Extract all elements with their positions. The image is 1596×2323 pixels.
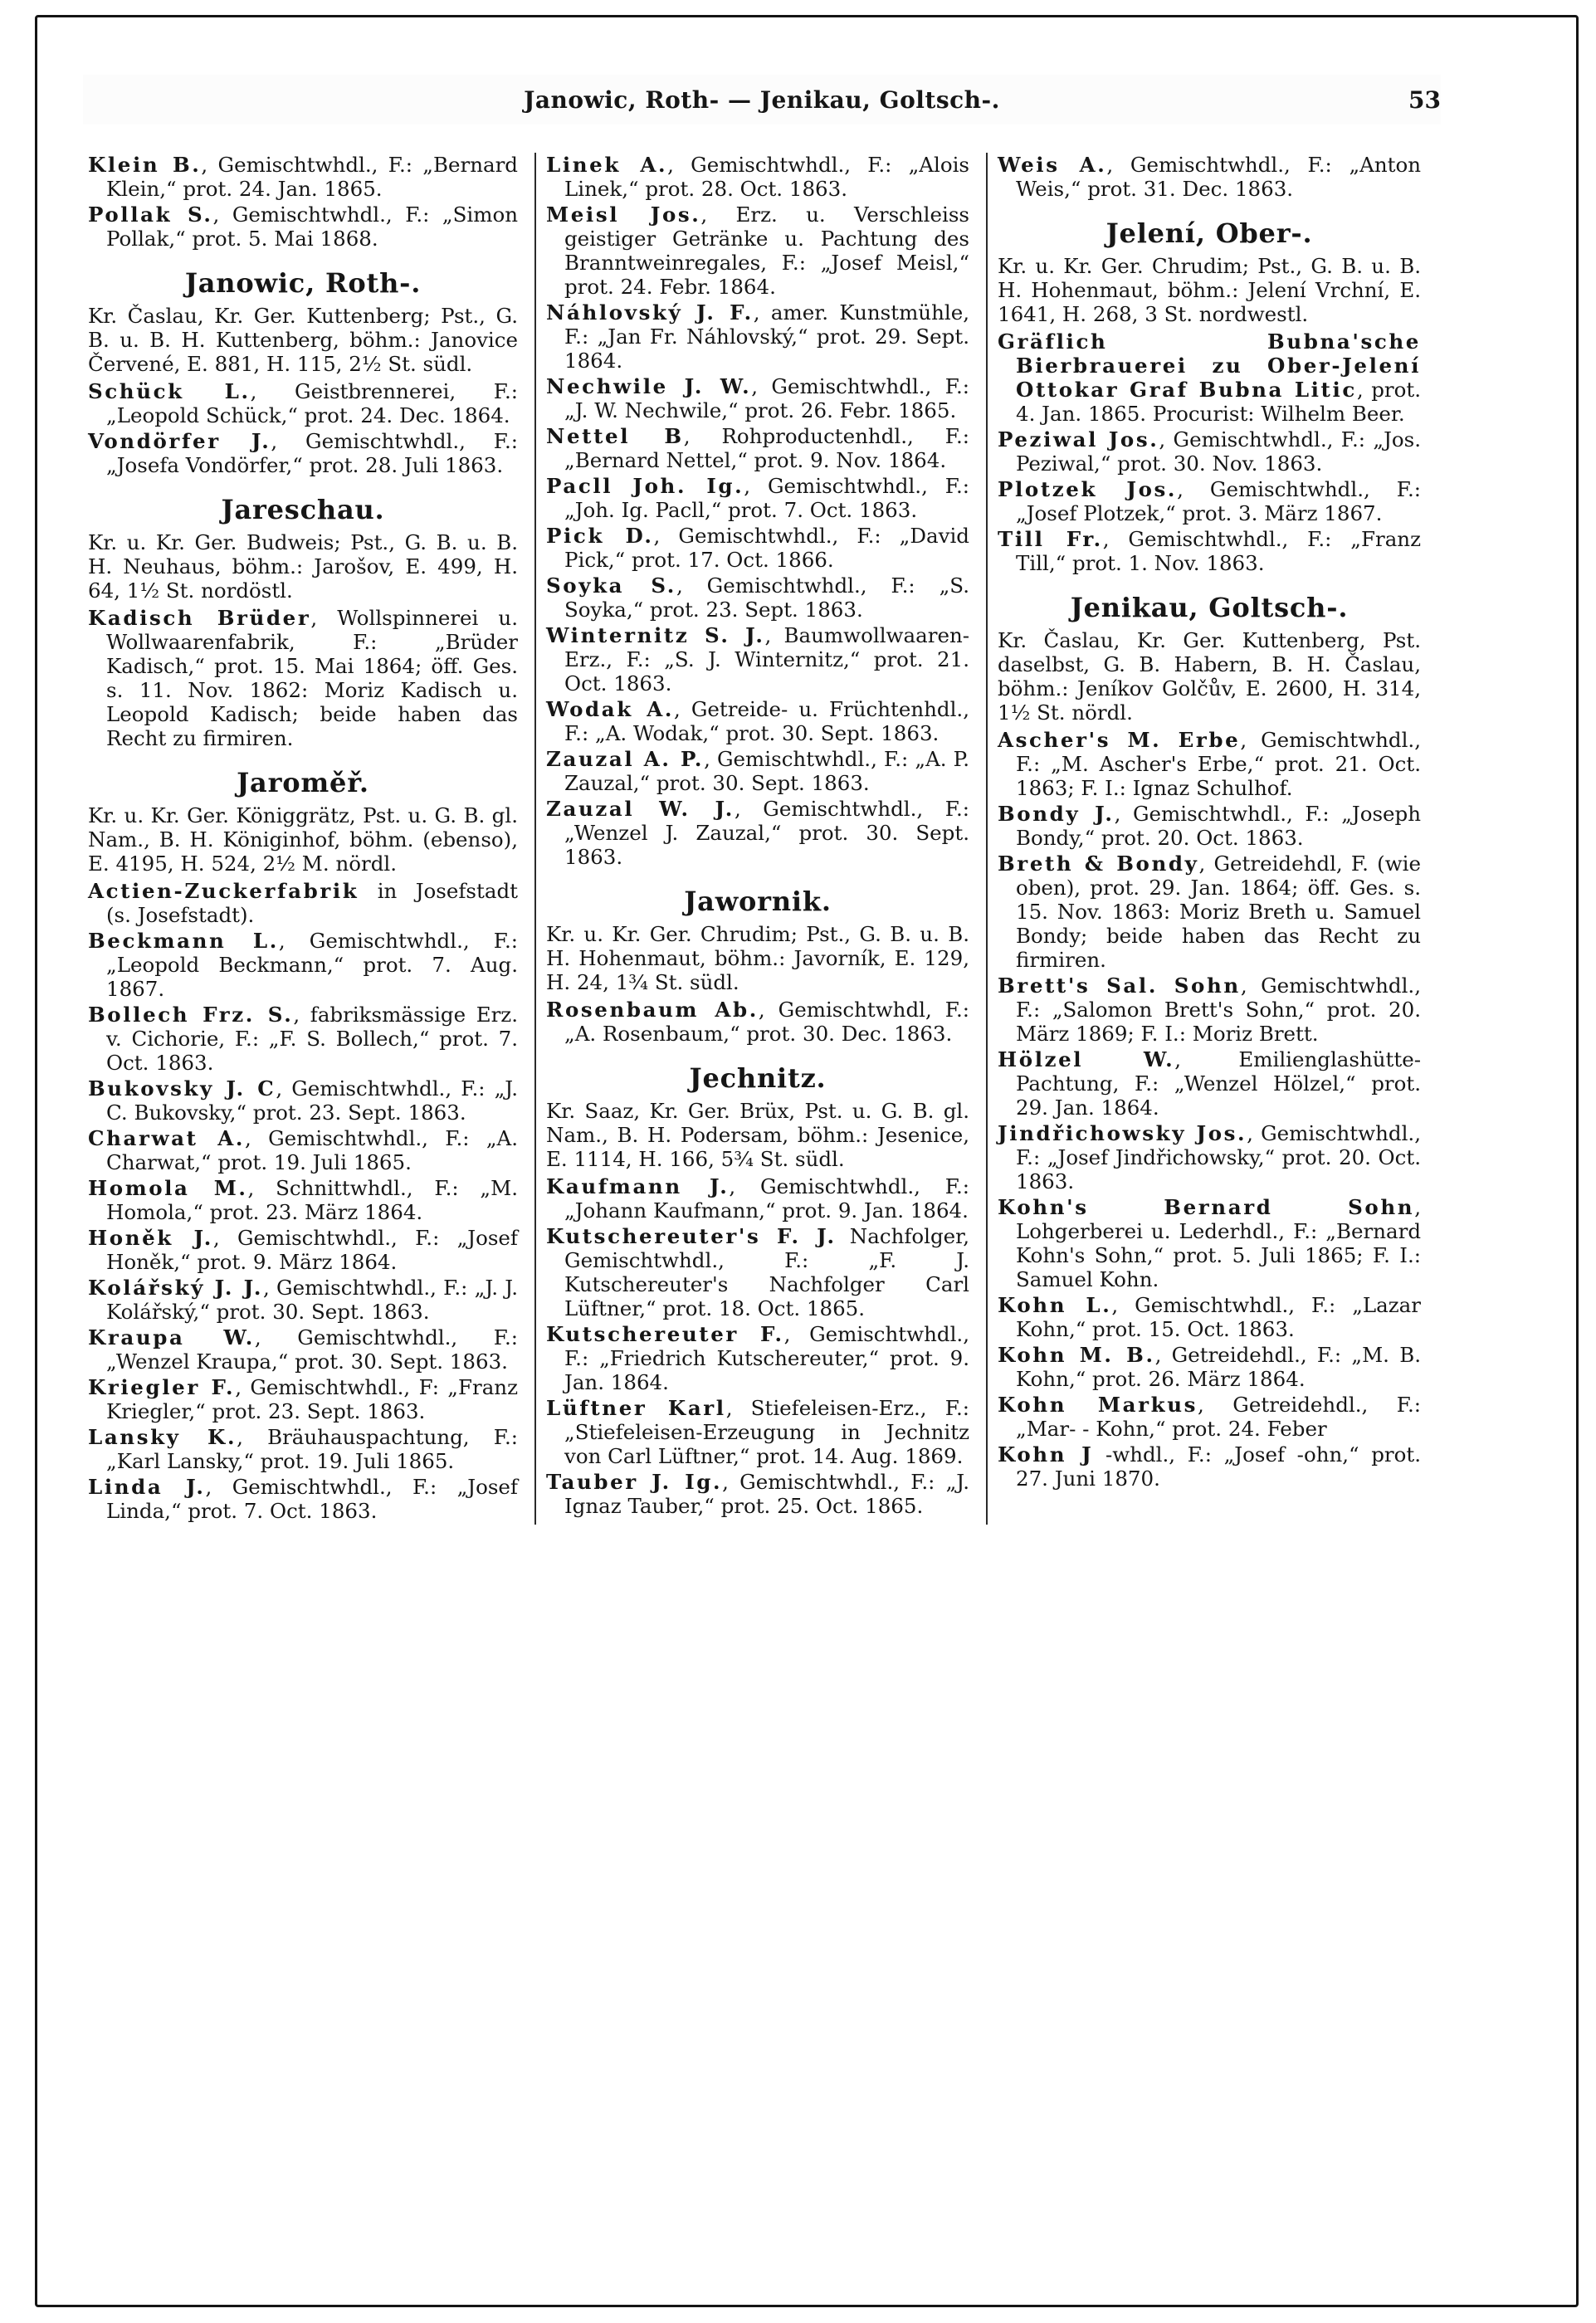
firm-entry <box>998 728 1421 800</box>
firm-details: , Gemischtwhdl., F: „Franz Kriegler,“ prot. 23. Sept. 1863. <box>106 1375 518 1423</box>
firm-details: , Rohproductenhdl., F.: „Bernard Nettel,“ prot. 9. Nov. 1864. <box>564 424 969 472</box>
firm-name: Kohn J <box>998 1442 1094 1467</box>
firm-name: Kriegler F. <box>88 1375 236 1399</box>
firm-name: Homola M. <box>88 1176 248 1200</box>
firm-details: , Gemischtwhdl., F.: „J. Ignaz Tauber,“ prot. 25. Oct. 1865. <box>564 1470 969 1518</box>
place-heading: Jareschau. <box>221 494 385 525</box>
place-info: Kr. u. Kr. Ger. Königgrätz, Pst. u. G. B. gl. Nam., B. H. Königinhof, böhm. (ebenso), E. 4195, H. 524, 2½ M. nördl. <box>88 803 518 876</box>
place-heading: Jechnitz. <box>689 1062 827 1094</box>
firm-details: , Baumwollwaaren-Erz., F.: „S. J. Winternitz,“ prot. 21. Oct. 1863. <box>564 623 969 695</box>
firm-details: , Gemischtwhdl., F.: „Wenzel Kraupa,“ prot. 30. Sept. 1863. <box>106 1325 518 1374</box>
firm-name: Schück L. <box>88 379 251 403</box>
firm-name: Náhlovský J. F. <box>546 300 754 325</box>
firm-details: , Getreidehdl, F. (wie oben), prot. 29. Jan. 1864; öff. Ges. s. 15. Nov. 1863: Moriz Breth u. Samuel Bondy; beide haben das Recht zu firmiren. <box>1016 852 1421 972</box>
firm-details: , Gemischtwhdl., F.: „Joh. Ig. Pacll,“ prot. 7. Oct. 1863. <box>564 474 969 522</box>
firm-name: Lüftner Karl <box>546 1396 726 1420</box>
firm-details: , Gemischtwhdl., F.: „Jos. Peziwal,“ prot. 30. Nov. 1863. <box>1016 427 1421 476</box>
place-info: Kr. u. Kr. Ger. Budweis; Pst., G. B. u. B. H. Neuhaus, böhm.: Jarošov, E. 499, H. 64, 1½ St. nordöstl. <box>88 530 518 603</box>
firm-name: Vondörfer J. <box>88 429 271 453</box>
firm-name: Nechwile J. W. <box>546 374 752 398</box>
firm-details: , Gemischtwhdl, F.: „A. Rosenbaum,“ prot. 30. Dec. 1863. <box>564 998 969 1046</box>
firm-name: Kutschereuter's F. J. <box>546 1224 837 1248</box>
firm-name: Till Fr. <box>998 527 1103 551</box>
firm-entry <box>546 998 969 1046</box>
firm-entry <box>88 203 518 251</box>
firm-details: , Gemischtwhdl., F.: „Lazar Kohn,“ prot. 15. Oct. 1863. <box>1016 1293 1421 1341</box>
firm-entry <box>546 1396 969 1468</box>
firm-entry <box>998 1343 1421 1391</box>
firm-details: , Gemischtwhdl., F.: „Anton Weis,“ prot. 31. Dec. 1863. <box>1016 153 1421 201</box>
firm-entry <box>998 974 1421 1046</box>
firm-name: Kohn's Bernard Sohn <box>998 1195 1415 1219</box>
firm-details: , prot. 4. Jan. 1865. Procurist: Wilhelm Beer. <box>1016 378 1421 426</box>
firm-name: Kraupa W. <box>88 1325 255 1349</box>
firm-entry <box>546 153 969 201</box>
firm-name: Bondy J. <box>998 802 1115 826</box>
firm-entry <box>998 1121 1421 1193</box>
page-number: 53 <box>1408 86 1441 114</box>
firm-name: Zauzal W. J. <box>546 797 735 821</box>
firm-entry <box>546 424 969 472</box>
firm-details: , amer. Kunstmühle, F.: „Jan Fr. Náhlovský,“ prot. 29. Sept. 1864. <box>564 300 969 373</box>
firm-entry <box>998 527 1421 575</box>
firm-details: , Gemischtwhdl., F.: „Bernard Klein,“ prot. 24. Jan. 1865. <box>106 153 518 201</box>
firm-name: Ascher's M. Erbe <box>998 728 1241 752</box>
firm-details: , Lohgerberei u. Lederhdl., F.: „Bernard Kohn's Sohn,“ prot. 5. Juli 1865; F. I.: Samuel Kohn. <box>1016 1195 1421 1291</box>
firm-entry <box>546 524 969 572</box>
firm-details: , Gemischtwhdl., F.: „Josefa Vondörfer,“ prot. 28. Juli 1863. <box>106 429 518 477</box>
firm-entry <box>546 747 969 795</box>
firm-name: Charwat A. <box>88 1126 245 1150</box>
firm-entry <box>546 203 969 299</box>
firm-name: Actien-Zuckerfabrik <box>88 879 359 903</box>
firm-name: Meisl Jos. <box>546 203 701 227</box>
firm-details: , Gemischtwhdl., F.: „Josef Honěk,“ prot. 9. März 1864. <box>106 1226 518 1274</box>
firm-name: Kadisch Brüder <box>88 606 311 630</box>
firm-entry <box>88 1276 518 1324</box>
place-info: Kr. Časlau, Kr. Ger. Kuttenberg; Pst., G. B. u. B. H. Kuttenberg, böhm.: Janovice Červené, E. 881, H. 115, 2½ St. südl. <box>88 304 518 376</box>
firm-name: Lansky K. <box>88 1425 237 1449</box>
firm-entry <box>998 329 1421 426</box>
firm-details: , Gemischtwhdl., F.: „Josef Linda,“ prot. 7. Oct. 1863. <box>106 1475 519 1523</box>
firm-name: Winternitz S. J. <box>546 623 765 647</box>
firm-entry <box>998 1393 1421 1441</box>
firm-details: , Bräuhauspachtung, F.: „Karl Lansky,“ prot. 19. Juli 1865. <box>106 1425 519 1473</box>
firm-entry <box>88 379 518 427</box>
firm-entry <box>88 1325 518 1374</box>
firm-name: Soyka S. <box>546 573 676 598</box>
firm-details: , Gemischtwhdl., F.: „Alois Linek,“ prot. 28. Oct. 1863. <box>564 153 969 201</box>
firm-entry <box>546 797 969 869</box>
firm-entry <box>88 879 518 927</box>
firm-entry <box>88 1375 518 1423</box>
firm-entry <box>546 1470 969 1518</box>
firm-details: , Gemischtwhdl., F.: „Joseph Bondy,“ prot. 20. Oct. 1863. <box>1016 802 1422 850</box>
firm-entry <box>88 1425 518 1473</box>
firm-name: Peziwal Jos. <box>998 427 1159 451</box>
firm-entry <box>546 573 969 622</box>
firm-details: , Getreidehdl., F.: „M. B. Kohn,“ prot. 26. März 1864. <box>1016 1343 1422 1391</box>
firm-name: Nettel B <box>546 424 684 448</box>
firm-entry <box>546 1174 969 1223</box>
firm-details: , Getreide- u. Früchtenhdl., F.: „A. Wodak,“ prot. 30. Sept. 1863. <box>564 697 969 745</box>
firm-entry <box>998 1195 1421 1291</box>
place-heading: Jawornik. <box>684 886 832 917</box>
firm-name: Pollak S. <box>88 203 213 227</box>
firm-details: , Gemischtwhdl., F.: „M. Ascher's Erbe,“ prot. 21. Oct. 1863; F. I.: Ignaz Schulhof. <box>1016 728 1421 800</box>
firm-name: Linda J. <box>88 1475 206 1499</box>
firm-details: ‑whdl., F.: „Josef ‑ohn,“ prot. 27. Juni 1870. <box>1016 1442 1421 1491</box>
firm-details: , Wollspinnerei u. Wollwaarenfabrik, F.: „Brüder Kadisch,“ prot. 15. Mai 1864; öff. Ges. s. 11. Nov. 1862: Moriz Kadisch u. Leopold Kadisch; beide haben das Recht zu firmiren. <box>106 606 518 750</box>
place-info: Kr. u. Kr. Ger. Chrudim; Pst., G. B. u. B. H. Hohenmaut, böhm.: Javorník, E. 129, H. 24, 1¾ St. südl. <box>546 922 969 994</box>
place-heading: Janowic, Roth-. <box>184 267 422 299</box>
firm-entry <box>998 477 1421 525</box>
firm-name: Bollech Frz. S. <box>88 1003 294 1027</box>
firm-name: Wodak A. <box>546 697 674 721</box>
firm-entry <box>88 153 518 201</box>
firm-entry <box>998 1047 1421 1120</box>
running-head <box>83 75 1441 124</box>
firm-entry <box>88 606 518 750</box>
firm-details: , Gemischtwhdl., F.: „Friedrich Kutschereuter,“ prot. 9. Jan. 1864. <box>564 1322 969 1394</box>
document-page <box>83 75 1441 1523</box>
firm-entry <box>88 1003 518 1075</box>
firm-entry <box>546 474 969 522</box>
running-title: Janowic, Roth- — Jenikau, Goltsch-. <box>524 86 1000 114</box>
firm-entry <box>998 1293 1421 1341</box>
firm-name: Kohn L. <box>998 1293 1112 1317</box>
firm-details: , fabriksmässige Erz. v. Cichorie, F.: „F. S. Bollech,“ prot. 7. Oct. 1863. <box>106 1003 518 1075</box>
column-3 <box>986 153 1428 1525</box>
firm-details: , Gemischtwhdl., F.: „A. P. Zauzal,“ prot. 30. Sept. 1863. <box>564 747 969 795</box>
firm-name: Gräflich Bubna'sche Bierbrauerei zu Ober-Jelení Ottokar Graf Bubna Litic <box>998 329 1421 402</box>
firm-name: Klein B. <box>88 153 202 177</box>
firm-details: , Gemischtwhdl., F.: „Leopold Beckmann,“ prot. 7. Aug. 1867. <box>106 929 519 1001</box>
firm-name: Tauber J. Ig. <box>546 1470 723 1494</box>
firm-details: , Gemischtwhdl., F.: „J. C. Bukovsky,“ prot. 23. Sept. 1863. <box>106 1076 519 1125</box>
firm-entry <box>546 300 969 373</box>
firm-name: Jindřichowsky Jos. <box>998 1121 1247 1145</box>
firm-entry <box>546 1322 969 1394</box>
firm-details: , Schnittwhdl., F.: „M. Homola,“ prot. 23. März 1864. <box>106 1176 518 1224</box>
firm-details: , Gemischtwhdl., F.: „Simon Pollak,“ prot. 5. Mai 1868. <box>106 203 518 251</box>
place-info: Kr. Časlau, Kr. Ger. Kuttenberg, Pst. daselbst, G. B. Habern, B. H. Časlau, böhm.: Jeníkov Golčův, E. 2600, H. 314, 1½ St. nördl. <box>998 628 1421 725</box>
firm-details: in Josefstadt (s. Josefstadt). <box>106 879 518 927</box>
firm-entry <box>88 1076 518 1125</box>
firm-details: , Gemischtwhdl., F.: „A. Charwat,“ prot. 19. Juli 1865. <box>106 1126 518 1174</box>
firm-details: , Gemischtwhdl., F.: „J. W. Nechwile,“ prot. 26. Febr. 1865. <box>564 374 969 422</box>
firm-entry <box>998 852 1421 972</box>
column-2 <box>534 153 976 1525</box>
firm-name: Plotzek Jos. <box>998 477 1178 501</box>
firm-entry <box>998 802 1421 850</box>
firm-name: Linek A. <box>546 153 668 177</box>
firm-entry <box>546 1224 969 1320</box>
firm-details: , Gemischtwhdl., F.: „S. Soyka,“ prot. 23. Sept. 1863. <box>564 573 969 622</box>
firm-name: Weis A. <box>998 153 1107 177</box>
firm-name: Kolářský J. J. <box>88 1276 263 1300</box>
place-heading: Jelení, Ober-. <box>1105 217 1313 249</box>
firm-entry <box>546 623 969 695</box>
firm-details: , Stiefeleisen-Erz., F.: „Stiefeleisen-Erzeugung in Jechnitz von Carl Lüftner,“ prot. 14. Aug. 1869. <box>564 1396 969 1468</box>
firm-name: Pacll Joh. Ig. <box>546 474 744 498</box>
firm-details: , Gemischtwhdl., F.: „Wenzel J. Zauzal,“ prot. 30. Sept. 1863. <box>564 797 969 869</box>
firm-name: Beckmann L. <box>88 929 279 953</box>
place-info: Kr. Saaz, Kr. Ger. Brüx, Pst. u. G. B. gl. Nam., B. H. Podersam, böhm.: Jesenice, E. 1114, H. 166, 5¾ St. südl. <box>546 1099 969 1171</box>
firm-entry <box>88 1126 518 1174</box>
firm-entry <box>998 1442 1421 1491</box>
firm-details: , Gemischtwhdl., F.: „Josef Jindřichowsky,“ prot. 20. Oct. 1863. <box>1016 1121 1422 1193</box>
firm-details: , Gemischtwhdl., F.: „J. J. Kolářský,“ prot. 30. Sept. 1863. <box>106 1276 518 1324</box>
firm-name: Kohn M. B. <box>998 1343 1155 1367</box>
firm-name: Kaufmann J. <box>546 1174 730 1198</box>
firm-details: , Geistbrennerei, F.: „Leopold Schück,“ prot. 24. Dec. 1864. <box>106 379 518 427</box>
firm-details: , Getreidehdl., F.: „Mar‑ ‑ Kohn,“ prot. 24. Feber <box>1016 1393 1422 1441</box>
firm-name: Breth & Bondy <box>998 852 1199 876</box>
firm-name: Honěk J. <box>88 1226 213 1250</box>
firm-details: , Erz. u. Verschleiss geistiger Getränke u. Pachtung des Branntweinregales, F.: „Josef Meisl,“ prot. 24. Febr. 1864. <box>564 203 970 299</box>
firm-name: Kutschereuter F. <box>546 1322 784 1346</box>
firm-entry <box>88 1226 518 1274</box>
firm-entry <box>546 697 969 745</box>
firm-name: Zauzal A. P. <box>546 747 705 771</box>
place-heading: Jaroměř. <box>237 767 369 798</box>
firm-name: Bukovsky J. C <box>88 1076 276 1100</box>
firm-details: , Emilienglashütte-Pachtung, F.: „Wenzel Hölzel,“ prot. 29. Jan. 1864. <box>1016 1047 1421 1120</box>
firm-name: Rosenbaum Ab. <box>546 998 759 1022</box>
column-1 <box>83 153 525 1525</box>
columns <box>83 153 1441 1525</box>
firm-entry <box>88 929 518 1001</box>
firm-details: , Gemischtwhdl., F.: „Salomon Brett's Sohn,“ prot. 20. März 1869; F. I.: Moriz Brett. <box>1016 974 1421 1046</box>
firm-name: Kohn Markus <box>998 1393 1198 1417</box>
firm-details: , Gemischtwhdl., F.: „Franz Till,“ prot. 1. Nov. 1863. <box>1016 527 1421 575</box>
firm-details: , Gemischtwhdl., F.: „David Pick,“ prot. 17. Oct. 1866. <box>564 524 969 572</box>
firm-details: , Gemischtwhdl., F.: „Josef Plotzek,“ prot. 3. März 1867. <box>1016 477 1421 525</box>
firm-entry <box>88 1176 518 1224</box>
firm-entry <box>998 427 1421 476</box>
firm-entry <box>88 429 518 477</box>
place-info: Kr. u. Kr. Ger. Chrudim; Pst., G. B. u. B. H. Hohenmaut, böhm.: Jelení Vrchní, E. 1641, H. 268, 3 St. nordwestl. <box>998 254 1421 326</box>
firm-name: Hölzel W. <box>998 1047 1175 1071</box>
firm-name: Brett's Sal. Sohn <box>998 974 1241 998</box>
place-heading: Jenikau, Goltsch-. <box>1070 592 1349 623</box>
firm-entry <box>88 1475 518 1523</box>
firm-details: , Gemischtwhdl., F.: „Johann Kaufmann,“ prot. 9. Jan. 1864. <box>564 1174 970 1223</box>
firm-details: Nachfolger, Gemischtwhdl., F.: „F. J. Kutschereuter's Nachfolger Carl Lüftner,“ prot. 18. Oct. 1865. <box>564 1224 969 1320</box>
firm-name: Pick D. <box>546 524 654 548</box>
firm-entry <box>998 153 1421 201</box>
firm-entry <box>546 374 969 422</box>
